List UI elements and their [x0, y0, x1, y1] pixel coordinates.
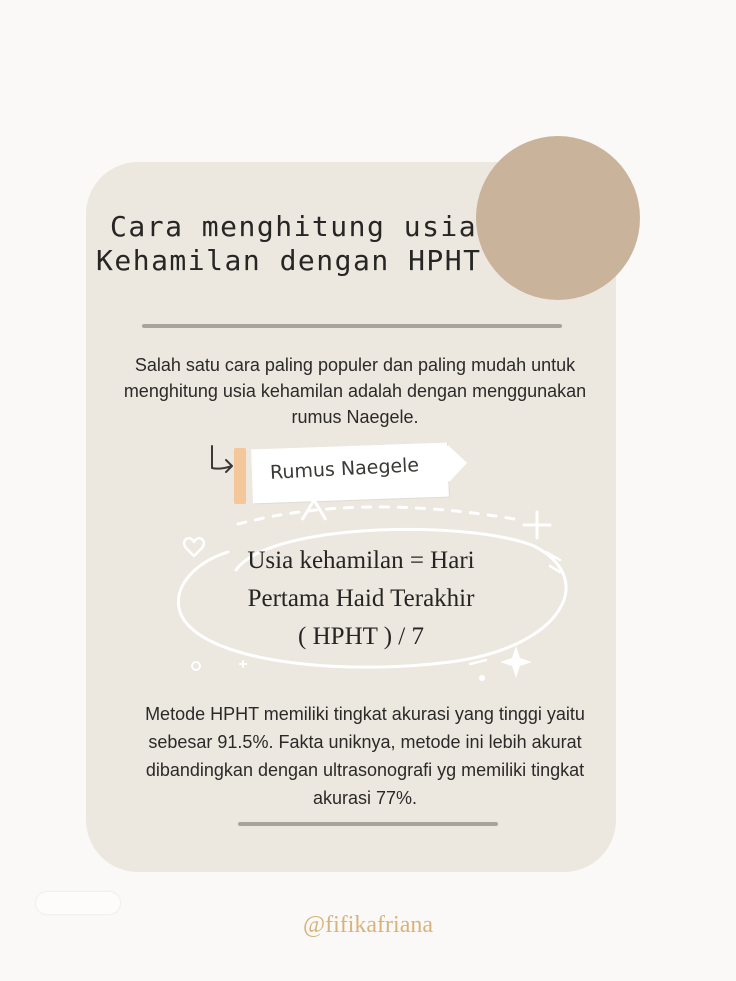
author-handle: @fifikafriana — [302, 912, 434, 938]
rumus-tag — [200, 438, 520, 558]
title-line-1: Cara menghitung usia — [110, 210, 478, 243]
tag-label: Rumus Naegele — [269, 454, 420, 484]
bottom-divider — [238, 822, 498, 826]
decorative-circle — [476, 136, 640, 300]
intro-text: Salah satu cara paling populer dan paling mudah untuk menghitung usia kehamilan adalah dengan menggunakan rumus Naegele. — [123, 355, 587, 427]
formula-text — [196, 542, 526, 656]
tag-accent-bar — [234, 448, 246, 504]
formula-line-3: ( HPHT ) / 7 — [298, 623, 424, 650]
method-text: Metode HPHT memiliki tingkat akurasi yang tinggi yaitu sebesar 91.5%. Fakta uniknya, metode ini lebih akurat dibandingkan dengan ultrasonografi yg memiliki tingkat akurasi 77%. — [145, 704, 585, 808]
title-line-2: Kehamilan dengan HPHT — [96, 244, 482, 277]
watermark-logo — [36, 892, 120, 914]
top-divider — [142, 324, 562, 328]
page-title — [96, 210, 496, 278]
formula-line-1: Usia kehamilan = Hari — [247, 547, 475, 574]
formula-line-2: Pertama Haid Terakhir — [247, 585, 475, 612]
